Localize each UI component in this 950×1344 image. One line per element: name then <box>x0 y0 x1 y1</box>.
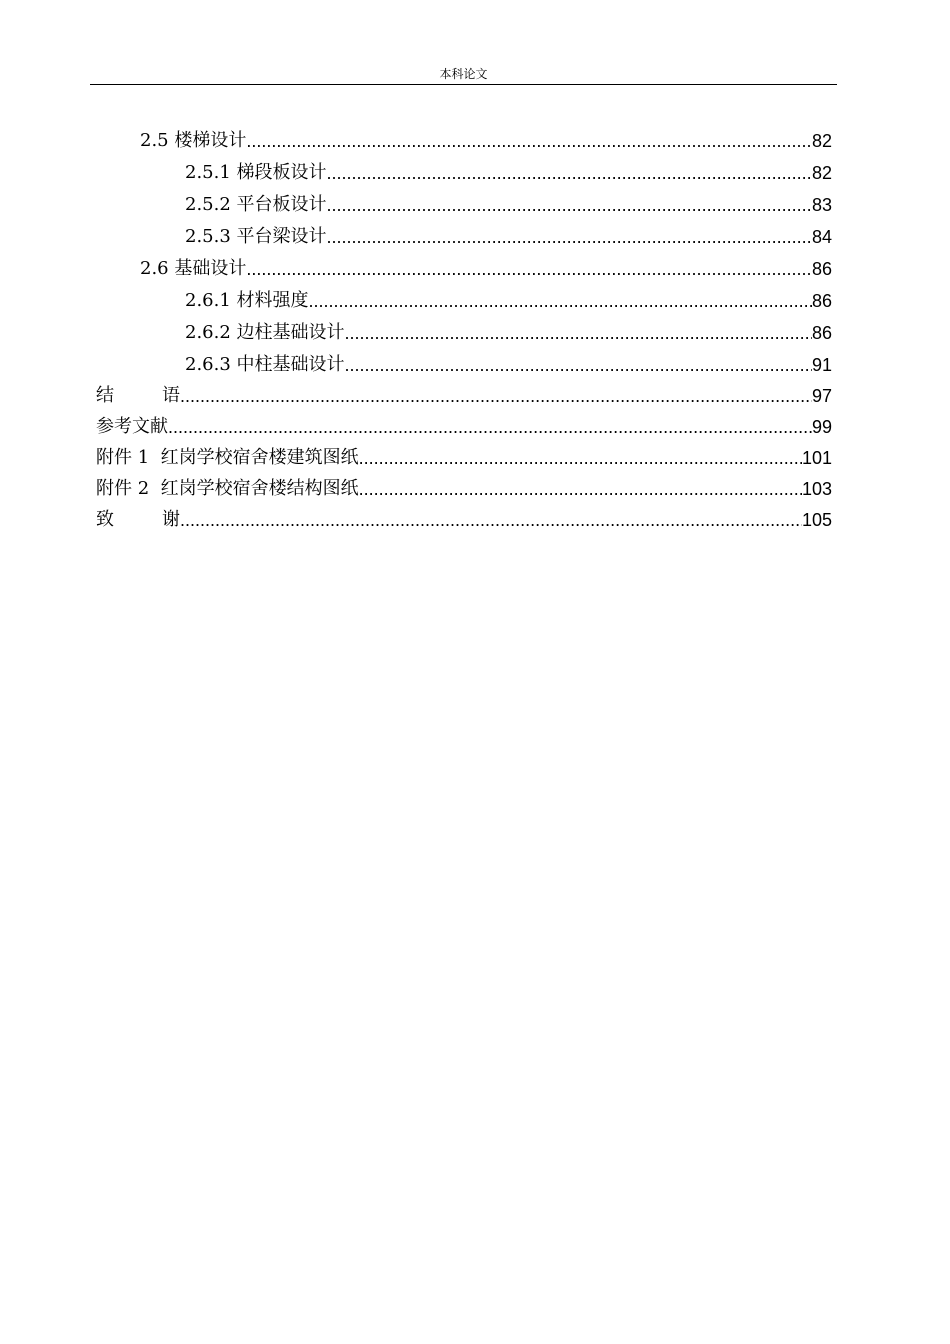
toc-entry[interactable] <box>185 312 832 344</box>
toc-entry-page: 91 <box>811 355 832 375</box>
toc-leader-dots <box>345 354 812 376</box>
toc-entry-title-part: 结 <box>96 385 114 406</box>
toc-entry-title-part: 语 <box>162 385 180 406</box>
toc-entry-prefix: 附件 2 <box>96 478 161 499</box>
toc-leader-dots <box>246 130 812 152</box>
toc-entry-title <box>96 478 359 500</box>
toc-entry-title: 2.6.1 材料强度 <box>185 290 309 311</box>
toc-entry[interactable] <box>96 437 832 469</box>
toc-entry[interactable] <box>185 184 832 216</box>
toc-entry[interactable] <box>96 375 832 407</box>
page-header <box>90 64 837 85</box>
toc-leader-dots <box>180 509 802 531</box>
toc-entry-title-part: 致 <box>96 509 114 530</box>
toc-entry-title: 2.6.3 中柱基础设计 <box>185 354 345 375</box>
toc-leader-dots <box>246 258 812 280</box>
toc-entry-suffix: 结构图纸 <box>286 478 359 499</box>
toc-entry-page: 82 <box>811 131 832 151</box>
toc-entry[interactable] <box>185 344 832 376</box>
toc-entry-page: 86 <box>811 323 832 343</box>
toc-entry[interactable] <box>185 280 832 312</box>
toc-entry-page: 103 <box>801 479 832 499</box>
toc-entry-title: 2.6 基础设计 <box>140 258 247 279</box>
toc-entry[interactable] <box>140 120 832 152</box>
toc-entry[interactable] <box>185 152 832 184</box>
toc-entry-page: 82 <box>811 163 832 183</box>
toc-leader-dots <box>359 447 802 469</box>
toc-entry[interactable] <box>140 248 832 280</box>
toc-entry[interactable] <box>185 216 832 248</box>
toc-entry-page: 101 <box>801 448 832 468</box>
toc-entry-title-part: 谢 <box>162 509 180 530</box>
toc-entry-title: 2.5.2 平台板设计 <box>185 194 327 215</box>
toc-entry-bold-part: 红岗学校宿舍楼 <box>160 447 287 468</box>
toc-entry[interactable] <box>96 468 832 500</box>
toc-leader-dots <box>345 322 812 344</box>
toc-entry-title: 参考文献 <box>96 416 168 437</box>
toc-leader-dots <box>359 478 802 500</box>
toc-leader-dots <box>327 226 812 248</box>
toc-leader-dots <box>309 290 812 312</box>
toc-entry-page: 84 <box>811 227 832 247</box>
toc-entry-page: 83 <box>811 195 832 215</box>
toc-entry-page: 86 <box>811 259 832 279</box>
toc-entry-page: 97 <box>811 386 832 406</box>
toc-entry-prefix: 附件 1 <box>96 447 161 468</box>
toc-entry-title: 2.6.2 边柱基础设计 <box>185 322 345 343</box>
toc-leader-dots <box>327 194 812 216</box>
toc-entry-page: 99 <box>811 417 832 437</box>
toc-entry-suffix: 建筑图纸 <box>286 447 359 468</box>
toc-entry[interactable] <box>96 406 832 438</box>
toc-entry-title <box>96 447 359 469</box>
toc-entry-title: 2.5.3 平台梁设计 <box>185 226 327 247</box>
toc-entry-title: 2.5 楼梯设计 <box>140 130 247 151</box>
toc-leader-dots <box>168 416 812 438</box>
toc-leader-dots <box>180 385 812 407</box>
toc-entry[interactable] <box>96 499 832 531</box>
header-title: 本科论文 <box>439 67 488 81</box>
toc-entry-bold-part: 红岗学校宿舍楼 <box>160 478 287 499</box>
toc-entry-page: 86 <box>811 291 832 311</box>
toc-entry-page: 105 <box>801 510 832 530</box>
toc-entry-title <box>96 509 180 531</box>
toc-entry-title <box>96 385 180 407</box>
toc-leader-dots <box>327 162 812 184</box>
toc-entry-title: 2.5.1 梯段板设计 <box>185 162 327 183</box>
